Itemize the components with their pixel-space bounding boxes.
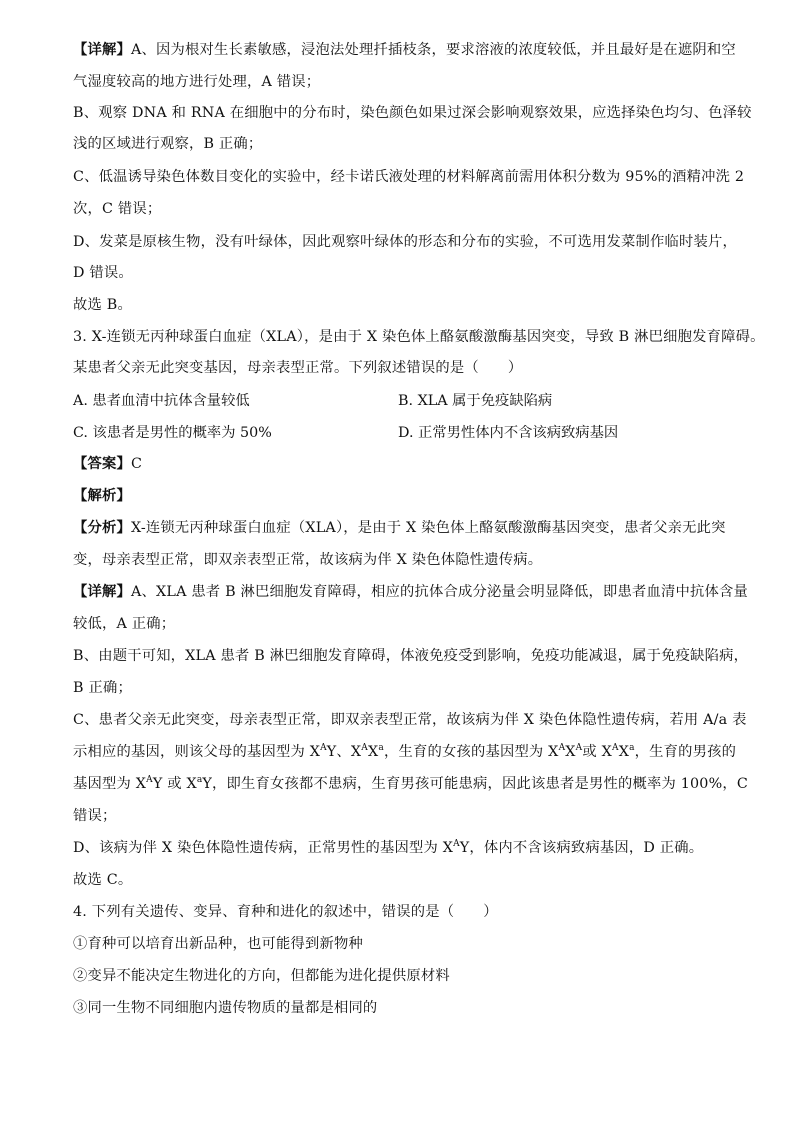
answer-line: [73, 454, 723, 474]
text-line: 气湿度较高的地方进行处理，A 错误；: [73, 74, 321, 90]
analysis-heading: 【解析】: [73, 488, 131, 504]
text-line: C、低温诱导染色体数目变化的实验中，经卡诺氏液处理的材料解离前需用体积分数为 95%的酒精冲洗 2: [73, 169, 745, 185]
option-d: D. 正常男性体内不含该病致病基因: [398, 425, 619, 441]
text-line: C、患者父亲无此突变，母亲表型正常，即双亲表型正常，故该病为伴 X 染色体隐性遗传病，若用 A/a 表: [73, 712, 747, 728]
text-line: 【详解】A、因为根对生长素敏感，浸泡法处理扦插枝条，要求溶液的浓度较低，并且最好是在遮阴和空: [73, 42, 736, 58]
text-line: D 错误。: [73, 265, 133, 281]
analysis-tag: 【分析】: [73, 520, 131, 536]
question-4-stem: 4. 下列有关遗传、变异、育种和进化的叙述中，错误的是（ ）: [73, 904, 498, 920]
question-3-stem: 某患者父亲无此突变基因，母亲表型正常。下列叙述错误的是（ ）: [73, 360, 523, 376]
statement-1: ①育种可以培育出新品种，也可能得到新物种: [73, 936, 363, 952]
text-line: 错误；: [73, 808, 117, 824]
detail-tag: 【详解】: [73, 584, 131, 600]
answer-tag: 【答案】: [73, 456, 131, 472]
statement-3: ③同一生物不同细胞内遗传物质的量都是相同的: [73, 1000, 378, 1016]
text-line: 变，母亲表型正常，即双亲表型正常，故该病为伴 X 染色体隐性遗传病。: [73, 552, 543, 568]
option-a: A. 患者血清中抗体含量较低: [73, 393, 250, 409]
text-line: 浅的区域进行观察，B 正确；: [73, 136, 263, 152]
text-line: 故选 B。: [73, 297, 132, 313]
text-line: B、观察 DNA 和 RNA 在细胞中的分布时，染色颜色如果过深会影响观察效果，应选择染色均匀、色泽较: [73, 105, 752, 121]
question-3-stem: 3. X-连锁无丙种球蛋白血症（XLA），是由于 X 染色体上酪氨酸激酶基因突变，导致 B 淋巴细胞发育障碍。: [73, 329, 765, 345]
detail-tag: 【详解】: [73, 42, 131, 58]
genotype-line: 基因型为 $X^AY$ 或 $X^aY$，即生育女孩都不患病，生育男孩可能患病，因此该患者是男性的概率为 100%，C: [73, 775, 749, 792]
text-line: D、该病为伴 X 染色体隐性遗传病，正常男性的基因型为 $X^AY$，体内不含该病致病基因，D 正确。: [73, 839, 704, 856]
option-b: B. XLA 属于免疫缺陷病: [398, 393, 553, 409]
option-c: C. 该患者是男性的概率为 50%: [73, 425, 272, 441]
text-line: 故选 C。: [73, 872, 133, 888]
text-line: 次，C 错误；: [73, 201, 162, 217]
answer-value: C: [131, 456, 143, 472]
text-line: 较低，A 正确；: [73, 616, 176, 632]
text-line: B 正确；: [73, 680, 132, 696]
genotype-line: 示相应的基因，则该父母的基因型为 $X^AY$、$X^AX^a$，生育的女孩的基因型为 $X^AX^A$或 $X^AX^a$，生育的男孩的: [73, 743, 737, 760]
text-line: D、发菜是原核生物，没有叶绿体，因此观察叶绿体的形态和分布的实验，不可选用发菜制作临时装片，: [73, 234, 738, 250]
text-line: 【分析】X-连锁无丙种球蛋白血症（XLA），是由于 X 染色体上酪氨酸激酶基因突变，患者父亲无此突: [73, 520, 726, 536]
text-line: 【详解】A、XLA 患者 B 淋巴细胞发育障碍，相应的抗体合成分泌量会明显降低，即患者血清中抗体含量: [73, 584, 748, 600]
statement-2: ②变异不能决定生物进化的方向，但都能为进化提供原材料: [73, 968, 450, 984]
text-line: B、由题干可知，XLA 患者 B 淋巴细胞发育障碍，体液免疫受到影响，免疫功能减退，属于免疫缺陷病，: [73, 648, 749, 664]
